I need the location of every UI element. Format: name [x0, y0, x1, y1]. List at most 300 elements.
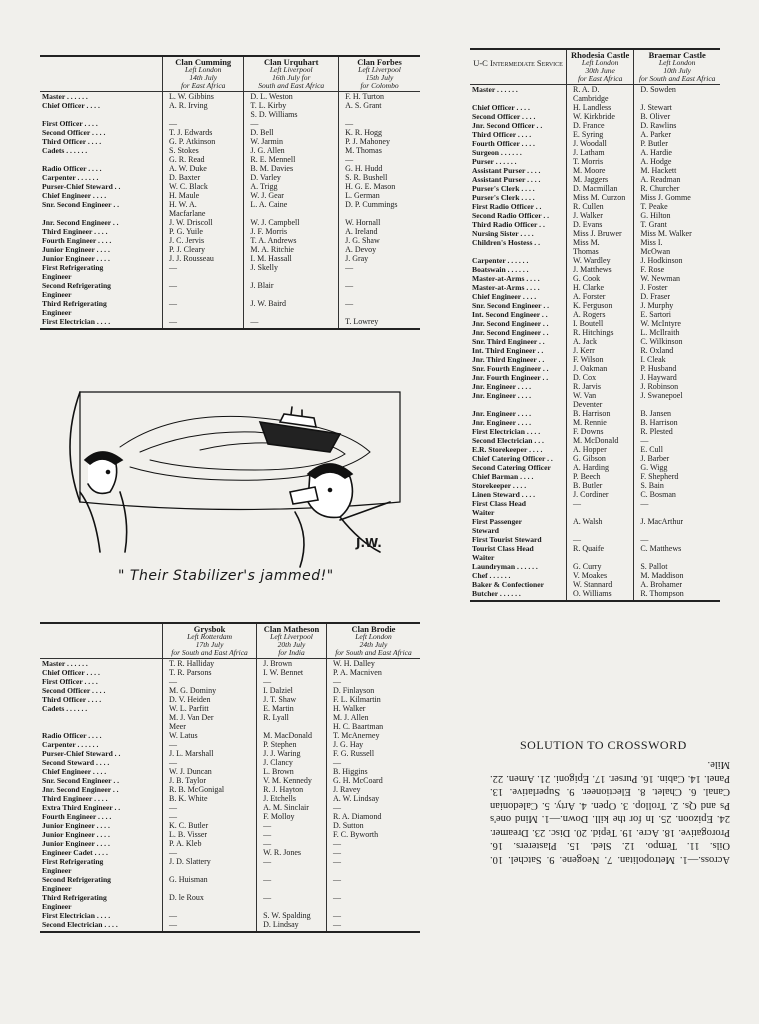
crew-name-cell	[257, 902, 327, 911]
crew-name-cell: I. Dalziel	[257, 686, 327, 695]
crew-name-cell: R. E. Mennell	[244, 155, 339, 164]
rank-cell: Snr. Second Engineer . .	[42, 776, 120, 785]
crew-name-cell: J. Stewart	[634, 103, 720, 112]
crew-name-cell: J. G. Shaw	[339, 236, 420, 245]
crew-name-cell: —	[326, 893, 420, 902]
crew-name-cell: L. McIlraith	[634, 328, 720, 337]
crew-name-cell	[634, 508, 720, 517]
rank-cell: Engineer Cadet . . . .	[42, 848, 108, 857]
crew-name-cell: —	[163, 263, 244, 272]
rank-cell: First Refrigerating	[42, 857, 104, 866]
rank-cell: Jnr. Engineer . . . .	[472, 409, 532, 418]
table-row	[40, 227, 420, 236]
rank-cell	[40, 110, 163, 119]
crew-name-cell: D. Evans	[567, 220, 634, 229]
crew-name-cell: —	[634, 436, 720, 445]
crew-name-cell	[326, 884, 420, 893]
crew-name-cell: K. R. Hogg	[339, 128, 420, 137]
crew-name-cell: R. Plested	[634, 427, 720, 436]
table-row	[470, 292, 720, 301]
rank-cell: Baker & Confectioner	[472, 580, 544, 589]
rank-cell: Snr. Third Engineer . .	[472, 337, 545, 346]
crew-name-cell: R. J. Hayton	[257, 785, 327, 794]
crew-name-cell: I. W. Bennet	[257, 668, 327, 677]
crew-name-cell: J. Ravey	[326, 785, 420, 794]
crew-name-cell: M. Thomas	[339, 146, 420, 155]
rank-cell: Butcher . . . . . .	[472, 589, 521, 598]
rank-cell: Master . . . . . .	[42, 659, 88, 668]
table-row	[470, 481, 720, 490]
table-row	[470, 193, 720, 202]
rank-cell: Fourth Officer . . . .	[472, 139, 535, 148]
rank-cell: Second Refrigerating	[42, 281, 111, 290]
crew-name-cell: H. Walker	[326, 704, 420, 713]
rank-cell	[40, 722, 163, 731]
rank-cell: Second Refrigerating	[42, 875, 111, 884]
crew-name-cell: P. A. Kleb	[163, 839, 257, 848]
crew-name-cell: S. R. Bushell	[339, 173, 420, 182]
table-row	[470, 85, 720, 95]
crew-name-cell: T. R. Parsons	[163, 668, 257, 677]
crew-name-cell: R. A. D.	[567, 85, 634, 95]
rank-cell: First Officer . . . .	[42, 677, 98, 686]
table-body	[470, 85, 720, 602]
crew-name-cell: D. Sutton	[326, 821, 420, 830]
solution-title: SOLUTION TO CROSSWORD	[520, 738, 687, 752]
crew-name-cell: A. S. Grant	[339, 101, 420, 110]
rank-cell: First Officer . . . .	[42, 119, 98, 128]
crew-name-cell: T. Peake	[634, 202, 720, 211]
table-row	[470, 319, 720, 328]
table-row	[40, 128, 420, 137]
crew-name-cell: R. Thompson	[634, 589, 720, 601]
crew-name-cell	[339, 290, 420, 299]
crew-name-cell: Miss M. Curzon	[567, 193, 634, 202]
ship-header: Grysbok Left Rotterdam 17th July for South and East Africa	[163, 623, 257, 659]
crew-name-cell: W. R. Jones	[257, 848, 327, 857]
crew-name-cell: E. Martin	[257, 704, 327, 713]
table-row	[40, 254, 420, 263]
table-row	[40, 713, 420, 722]
crew-name-cell: R. Quaife	[567, 544, 634, 553]
crew-table-3	[470, 48, 720, 602]
table-row	[40, 866, 420, 875]
crew-name-cell	[163, 866, 257, 875]
crew-name-cell: A. Parker	[634, 130, 720, 139]
crew-name-cell: G. Cook	[567, 274, 634, 283]
table-row	[40, 317, 420, 329]
crew-name-cell: T. Lowrey	[339, 317, 420, 329]
crew-name-cell: —	[163, 911, 257, 920]
table-row	[470, 526, 720, 535]
rank-cell: Purser's Clerk . . . .	[472, 184, 535, 193]
crew-name-cell: P. J. Mahoney	[339, 137, 420, 146]
table-row	[40, 668, 420, 677]
rank-cell: Engineer	[42, 272, 72, 281]
crew-table-2	[40, 622, 420, 933]
table-row	[470, 184, 720, 193]
crew-name-cell: J. Clancy	[257, 758, 327, 767]
rank-cell: Cadets . . . . . .	[42, 704, 88, 713]
crew-name-cell: M. A. Ritchie	[244, 245, 339, 254]
crew-name-cell: B. K. White	[163, 794, 257, 803]
crew-name-cell: Meer	[163, 722, 257, 731]
crew-name-cell: J. Hayward	[634, 373, 720, 382]
crew-name-cell	[163, 110, 244, 119]
rank-cell: Radio Officer . . . .	[42, 731, 102, 740]
rank-cell: Snr. Second Engineer . .	[472, 301, 550, 310]
table-row	[40, 902, 420, 911]
table-row	[470, 175, 720, 184]
rank-cell: Master-at-Arms . . . .	[472, 274, 540, 283]
table-row	[40, 92, 420, 102]
rank-cell: Master . . . . . .	[472, 85, 518, 94]
crew-name-cell: L. German	[339, 191, 420, 200]
rank-header	[40, 623, 163, 659]
rank-cell: Jnr. Second Officer . .	[472, 121, 543, 130]
crew-name-cell	[163, 290, 244, 299]
crew-name-cell: J. G. Allen	[244, 146, 339, 155]
rank-cell: Engineer	[42, 884, 72, 893]
table-row	[40, 677, 420, 686]
rank-cell: Third Refrigerating	[42, 299, 107, 308]
crew-name-cell	[163, 272, 244, 281]
table-row	[470, 553, 720, 562]
crew-name-cell: D. Cox	[567, 373, 634, 382]
crew-name-cell	[163, 884, 257, 893]
crew-name-cell: Cambridge	[567, 94, 634, 103]
crew-name-cell: D. Rawlins	[634, 121, 720, 130]
table-row	[40, 848, 420, 857]
rank-cell: Third Radio Officer . .	[472, 220, 545, 229]
crew-name-cell: —	[326, 758, 420, 767]
rank-cell: Radio Officer . . . .	[42, 164, 102, 173]
rank-cell: Second Officer . . . .	[472, 112, 536, 121]
crew-name-cell: R. Oxland	[634, 346, 720, 355]
table-row	[40, 200, 420, 209]
table-row	[40, 794, 420, 803]
crew-name-cell: W. McIntyre	[634, 319, 720, 328]
crew-name-cell: J. C. Jervis	[163, 236, 244, 245]
crew-name-cell: A. Walsh	[567, 517, 634, 526]
rank-cell: Storekeeper . . . .	[472, 481, 527, 490]
rank-cell: Junior Engineer . . . .	[42, 839, 110, 848]
crew-name-cell	[163, 308, 244, 317]
rank-cell: Jnr. Engineer . . . .	[472, 418, 532, 427]
rank-cell: Fourth Engineer . . . .	[42, 812, 112, 821]
crew-name-cell	[634, 94, 720, 103]
rank-cell: Third Officer . . . .	[42, 137, 102, 146]
crew-name-cell: W. Jarmin	[244, 137, 339, 146]
table-row	[470, 202, 720, 211]
crew-name-cell: —	[326, 857, 420, 866]
crew-name-cell: —	[163, 740, 257, 749]
table-row	[470, 571, 720, 580]
crew-name-cell: Macfarlane	[163, 209, 244, 218]
rank-cell: Engineer	[42, 290, 72, 299]
crew-name-cell	[339, 272, 420, 281]
rank-cell: Master-at-Arms . . . .	[472, 283, 540, 292]
crew-name-cell: R. Jarvis	[567, 382, 634, 391]
crew-name-cell: M. J. Van Der	[163, 713, 257, 722]
table-row	[470, 157, 720, 166]
table-row	[40, 101, 420, 110]
crew-name-cell: M. Maddison	[634, 571, 720, 580]
crew-name-cell: G. Huisman	[163, 875, 257, 884]
rank-cell: Second Electrician . . . .	[42, 920, 118, 929]
crew-name-cell: P. Husband	[634, 364, 720, 373]
table-row	[470, 301, 720, 310]
table-row	[40, 821, 420, 830]
crew-name-cell: H. Maule	[163, 191, 244, 200]
crew-name-cell: A. M. Sinclair	[257, 803, 327, 812]
crew-name-cell: H. G. E. Mason	[339, 182, 420, 191]
crew-name-cell: G. Gibson	[567, 454, 634, 463]
crew-name-cell: L. Brown	[257, 767, 327, 776]
table-row	[40, 812, 420, 821]
crew-name-cell: A. Harding	[567, 463, 634, 472]
crew-name-cell: J. T. Shaw	[257, 695, 327, 704]
table-row	[40, 776, 420, 785]
rank-cell: E.R. Storekeeper . . . .	[472, 445, 543, 454]
crew-name-cell: D. Finlayson	[326, 686, 420, 695]
crew-name-cell: J. W. Driscoll	[163, 218, 244, 227]
rank-cell: Chief Barman . . . .	[472, 472, 534, 481]
solution-text: Across.—1. Metropolitan. 7. Neogene. 9. Satchel. 10. Oils. 11. Tempo. 12. Sled. 15. Plasterers. 16. Prorogative. 18. Acre. 19. Tepid. 20. Disc. 23. Dreamer. 24. Epizoon. 25. In for the kill. Down.—1. Mind one's Ps and Qs. 2. Trollop. 3. Open. 4. Arty. 5. Caledonian Canal. 6. Chalet. 8. Electioneer. 9. Superlative. 13. Panel. 14. Cabin. 16. Purser. 17. Epigoni. 21. Amen. 22. Mile.	[490, 759, 730, 865]
crew-name-cell: D. Bell	[244, 128, 339, 137]
table-row	[470, 148, 720, 157]
crew-name-cell: F. Molloy	[257, 812, 327, 821]
rank-cell: Nursing Sister . . . .	[472, 229, 534, 238]
table-row	[40, 911, 420, 920]
crew-name-cell: —	[257, 875, 327, 884]
table-row	[470, 256, 720, 265]
crew-name-cell: J. Barber	[634, 454, 720, 463]
crew-name-cell	[257, 722, 327, 731]
table-row	[470, 517, 720, 526]
table-row	[40, 236, 420, 245]
table-row	[40, 182, 420, 191]
table-row	[40, 191, 420, 200]
crew-name-cell: E. Sartori	[634, 310, 720, 319]
crew-name-cell: —	[257, 839, 327, 848]
crew-name-cell: W. Hornall	[339, 218, 420, 227]
crew-name-cell: —	[326, 848, 420, 857]
crew-name-cell: A. Ireland	[339, 227, 420, 236]
crew-name-cell: A. Jack	[567, 337, 634, 346]
crew-name-cell: J. Murphy	[634, 301, 720, 310]
crew-name-cell: P. Beech	[567, 472, 634, 481]
rank-cell: Carpenter . . . . . .	[472, 256, 529, 265]
crew-name-cell: H. Clarke	[567, 283, 634, 292]
table-row	[40, 263, 420, 272]
rank-cell: Second Electrician . . .	[472, 436, 544, 445]
crew-name-cell: V. Moakes	[567, 571, 634, 580]
crew-name-cell: W. Newman	[634, 274, 720, 283]
table-row	[470, 265, 720, 274]
crew-name-cell: —	[326, 803, 420, 812]
crew-name-cell: —	[339, 299, 420, 308]
rank-cell: Tourist Class Head	[472, 544, 534, 553]
crew-name-cell: T. A. Andrews	[244, 236, 339, 245]
table-row	[470, 130, 720, 139]
crew-name-cell: S. W. Spalding	[257, 911, 327, 920]
crew-name-cell: W. Van	[567, 391, 634, 400]
rank-cell: First Electrician . . . .	[42, 911, 111, 920]
crew-name-cell	[257, 884, 327, 893]
table-row	[40, 272, 420, 281]
table-row	[470, 355, 720, 364]
crew-name-cell: D. Lindsay	[257, 920, 327, 932]
crew-name-cell: D. Fraser	[634, 292, 720, 301]
rank-cell: Boatswain . . . . . .	[472, 265, 529, 274]
crew-name-cell: G. H. Hudd	[339, 164, 420, 173]
crew-name-cell: J. Etchells	[257, 794, 327, 803]
crew-name-cell: Miss M.	[567, 238, 634, 247]
crew-name-cell: Thomas	[567, 247, 634, 256]
crew-name-cell: D. Macmillan	[567, 184, 634, 193]
crew-name-cell: G. P. Atkinson	[163, 137, 244, 146]
crew-name-cell: —	[163, 281, 244, 290]
ship-header: Clan Matheson Left Liverpool 20th July for India	[257, 623, 327, 659]
table-row	[470, 589, 720, 601]
crew-name-cell: H. C. Baartman	[326, 722, 420, 731]
crew-table-1	[40, 55, 420, 330]
crew-name-cell: W. L. Parfitt	[163, 704, 257, 713]
crew-name-cell	[244, 308, 339, 317]
crew-name-cell: M. McDonald	[567, 436, 634, 445]
ship-header: Clan Urquhart Left Liverpool 16th July for South and East Africa	[244, 56, 339, 92]
table-row	[470, 445, 720, 454]
crew-name-cell: G. R. Read	[163, 155, 244, 164]
crew-name-cell: A. R. Irving	[163, 101, 244, 110]
crew-name-cell: Miss I.	[634, 238, 720, 247]
table-row	[40, 209, 420, 218]
crew-name-cell: J. Walker	[567, 211, 634, 220]
table-row	[40, 146, 420, 155]
crew-name-cell: P. G. Yuile	[163, 227, 244, 236]
rank-cell: Chief Officer . . . .	[42, 668, 100, 677]
table-row	[40, 695, 420, 704]
crew-name-cell: B. Harrison	[567, 409, 634, 418]
crew-name-cell	[326, 902, 420, 911]
table-row	[40, 749, 420, 758]
crew-name-cell: W. Wardley	[567, 256, 634, 265]
table-row	[470, 103, 720, 112]
rank-cell: Extra Third Engineer . .	[42, 803, 121, 812]
ship-header: Braemar Castle Left London 10th July for South and East Africa	[634, 49, 720, 85]
crew-name-cell: I. M. Hassall	[244, 254, 339, 263]
table-row	[470, 400, 720, 409]
table-row	[470, 121, 720, 130]
rank-cell: Waiter	[472, 553, 495, 562]
crew-name-cell: T. McAnerney	[326, 731, 420, 740]
table-row	[40, 137, 420, 146]
table-row	[40, 155, 420, 164]
crew-name-cell: J. Hodkinson	[634, 256, 720, 265]
crew-name-cell: —	[326, 875, 420, 884]
rank-cell	[470, 400, 567, 409]
rank-header	[40, 56, 163, 92]
rank-cell: Cadets . . . . . .	[42, 146, 88, 155]
crew-name-cell: McOwan	[634, 247, 720, 256]
rank-cell: Int. Third Engineer . .	[472, 346, 544, 355]
crew-name-cell: —	[244, 317, 339, 329]
rank-cell: Carpenter . . . . . .	[42, 173, 99, 182]
rank-cell: Junior Engineer . . . .	[42, 830, 110, 839]
crew-name-cell: S. Stokes	[163, 146, 244, 155]
crew-name-cell: W. Latus	[163, 731, 257, 740]
crew-name-cell: M. Rennie	[567, 418, 634, 427]
table-row	[470, 238, 720, 247]
crew-name-cell: J. F. Morris	[244, 227, 339, 236]
crew-name-cell: P. Stephen	[257, 740, 327, 749]
crew-name-cell: D. France	[567, 121, 634, 130]
crew-name-cell: K. Ferguson	[567, 301, 634, 310]
crew-name-cell: D. V. Heiden	[163, 695, 257, 704]
crew-name-cell: —	[163, 677, 257, 686]
crew-name-cell: —	[257, 893, 327, 902]
crew-name-cell: T. R. Halliday	[163, 659, 257, 669]
rank-cell: Jnr. Engineer . . . .	[472, 391, 532, 400]
crew-name-cell: S. D. Williams	[244, 110, 339, 119]
cartoon-caption: " Their Stabilizer's jammed!"	[118, 568, 334, 584]
crew-name-cell	[634, 553, 720, 562]
crew-name-cell: A. Rogers	[567, 310, 634, 319]
table-row	[40, 722, 420, 731]
table-row	[470, 283, 720, 292]
rank-cell: Engineer	[42, 866, 72, 875]
crew-name-cell	[326, 866, 420, 875]
crew-name-cell: B. Harrison	[634, 418, 720, 427]
crew-name-cell: —	[326, 920, 420, 932]
rank-cell: First Class Head	[472, 499, 526, 508]
rank-cell: Chief Engineer . . . .	[472, 292, 537, 301]
crew-name-cell: A. Devoy	[339, 245, 420, 254]
table-body	[40, 659, 420, 933]
crew-name-cell: L. A. Caine	[244, 200, 339, 209]
ship-header: Clan Forbes Left Liverpool 15th July for Colombo	[339, 56, 420, 92]
crew-name-cell: G. Wigg	[634, 463, 720, 472]
crew-name-cell: T. J. Edwards	[163, 128, 244, 137]
crew-name-cell: C. Bosman	[634, 490, 720, 499]
rank-cell: Linen Steward . . . .	[472, 490, 536, 499]
crew-name-cell: V. M. Kennedy	[257, 776, 327, 785]
table-row	[470, 562, 720, 571]
crew-name-cell: J. W. Baird	[244, 299, 339, 308]
rank-cell: Engineer	[42, 902, 72, 911]
table-row	[470, 94, 720, 103]
table-row	[40, 245, 420, 254]
table-row	[40, 740, 420, 749]
rank-cell: Jnr. Fourth Engineer . .	[472, 373, 549, 382]
crew-name-cell	[567, 526, 634, 535]
rank-cell: Assistant Purser . . . .	[472, 166, 541, 175]
rank-cell: Third Refrigerating	[42, 893, 107, 902]
rank-cell	[40, 713, 163, 722]
crew-name-cell: —	[339, 155, 420, 164]
crew-name-cell: J. Robinson	[634, 382, 720, 391]
table-row	[40, 920, 420, 932]
crew-name-cell: J. Brown	[257, 659, 327, 669]
crew-name-cell: —	[163, 920, 257, 932]
table-row	[40, 290, 420, 299]
cartoon	[40, 352, 420, 602]
crew-name-cell: —	[339, 281, 420, 290]
crew-name-cell: —	[257, 821, 327, 830]
table-row	[470, 427, 720, 436]
crew-name-cell: D. L. Weston	[244, 92, 339, 102]
